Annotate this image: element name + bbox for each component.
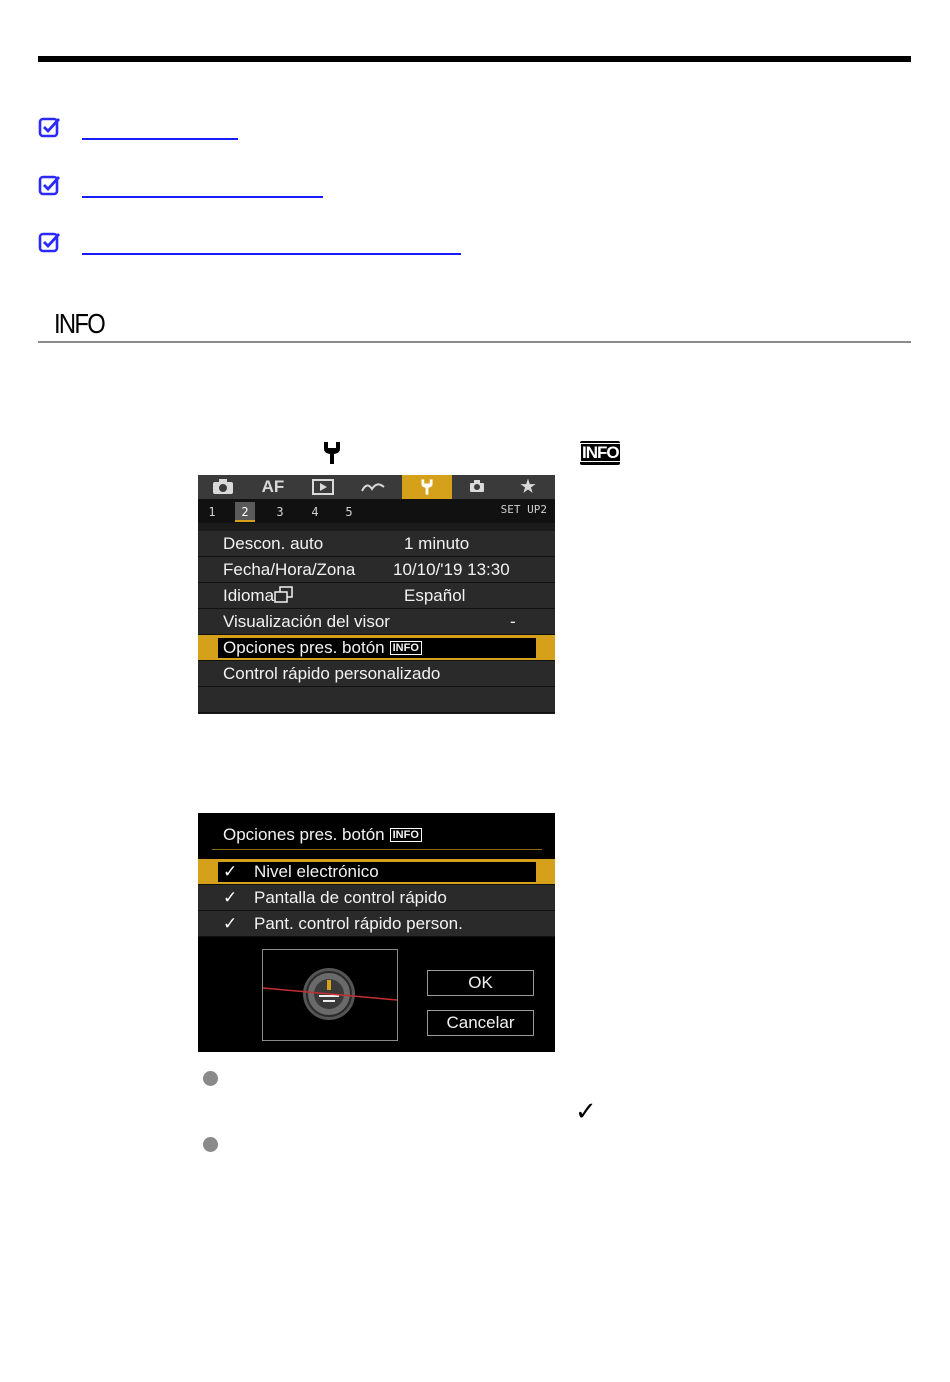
top-rule xyxy=(38,56,911,62)
tab-custom-functions[interactable] xyxy=(452,475,502,499)
playback-icon xyxy=(312,479,334,495)
menu-row-viewfinder-display[interactable] xyxy=(198,609,555,635)
row-label: Visualización del visor xyxy=(223,612,390,631)
menu-row-empty xyxy=(198,687,555,713)
bullet-point xyxy=(203,1137,218,1152)
option-electronic-level[interactable] xyxy=(198,859,555,885)
language-icon xyxy=(274,586,294,604)
row-label: Idioma xyxy=(223,583,294,608)
check-icon: ✓ xyxy=(575,1096,597,1126)
option-quick-control[interactable] xyxy=(198,885,555,911)
option-custom-quick-control[interactable] xyxy=(198,911,555,937)
row-label: Descon. auto xyxy=(223,534,324,553)
wrench-icon xyxy=(418,478,436,496)
row-label: Control rápido personalizado xyxy=(223,664,441,683)
section-heading: INFO xyxy=(54,308,105,339)
camera-icon xyxy=(212,479,234,495)
link-text[interactable] xyxy=(82,196,323,198)
option-label: Pantalla de control rápido xyxy=(254,888,447,907)
info-button-icon: INFO xyxy=(390,641,422,655)
ok-button[interactable]: OK xyxy=(427,970,534,996)
info-options-screen xyxy=(198,813,555,1052)
tab-wireless[interactable] xyxy=(348,475,398,499)
row-value: 1 minuto xyxy=(404,534,470,553)
star-icon: ★ xyxy=(520,477,536,496)
link-row-3[interactable] xyxy=(38,231,478,261)
page-number-active[interactable]: 2 xyxy=(235,502,255,522)
menu-row-custom-quick-control[interactable] xyxy=(198,661,555,687)
section-rule xyxy=(38,341,911,343)
camera-menu-screen xyxy=(198,475,555,714)
checkbox-link-icon xyxy=(38,116,62,140)
row-value: - xyxy=(510,612,516,631)
title-divider xyxy=(212,849,542,850)
link-text[interactable] xyxy=(82,253,461,255)
cancel-button[interactable]: Cancelar xyxy=(427,1010,534,1036)
row-value: 10/10/'19 13:30 xyxy=(393,560,510,579)
level-gauge-icon xyxy=(263,950,397,1040)
page-number[interactable]: 4 xyxy=(311,505,319,519)
checkbox-link-icon xyxy=(38,231,62,255)
page-number[interactable]: 3 xyxy=(276,505,284,519)
tab-setup[interactable] xyxy=(402,475,452,499)
tab-shooting[interactable] xyxy=(198,475,248,499)
menu-page-numbers xyxy=(198,499,555,523)
tab-af[interactable]: AF xyxy=(261,477,285,496)
check-icon: ✓ xyxy=(223,888,238,907)
option-label: Nivel electrónico xyxy=(254,862,379,881)
page-number[interactable]: 1 xyxy=(208,505,216,519)
wrench-icon xyxy=(320,440,344,466)
row-value: Español xyxy=(404,586,466,605)
wireless-icon xyxy=(360,479,386,495)
link-row-1[interactable] xyxy=(38,116,258,146)
info-button-icon: INFO xyxy=(390,828,422,842)
option-label: Pant. control rápido person. xyxy=(254,914,463,933)
check-icon: ✓ xyxy=(223,862,238,881)
link-row-2[interactable] xyxy=(38,174,338,204)
electronic-level-preview xyxy=(262,949,398,1041)
menu-row-language[interactable] xyxy=(198,583,555,609)
menu-tabs xyxy=(198,475,555,499)
row-label: Opciones pres. botón INFO xyxy=(223,635,422,660)
page-number[interactable]: 5 xyxy=(345,505,353,519)
menu-row-date-time[interactable] xyxy=(198,557,555,583)
info-button-icon: INFO xyxy=(580,441,620,465)
custom-camera-icon xyxy=(468,478,486,496)
screen-title: Opciones pres. botón INFO xyxy=(223,825,422,845)
link-text[interactable] xyxy=(82,138,238,140)
bullet-point xyxy=(203,1071,218,1086)
menu-row-info-button-options[interactable] xyxy=(198,635,555,661)
tab-my-menu[interactable] xyxy=(503,475,553,499)
tab-playback[interactable] xyxy=(298,475,348,499)
check-icon: ✓ xyxy=(223,914,238,933)
checkbox-link-icon xyxy=(38,174,62,198)
setup-page-label: SET UP2 xyxy=(500,503,547,516)
row-label: Fecha/Hora/Zona xyxy=(223,560,356,579)
menu-row-auto-off[interactable] xyxy=(198,531,555,557)
